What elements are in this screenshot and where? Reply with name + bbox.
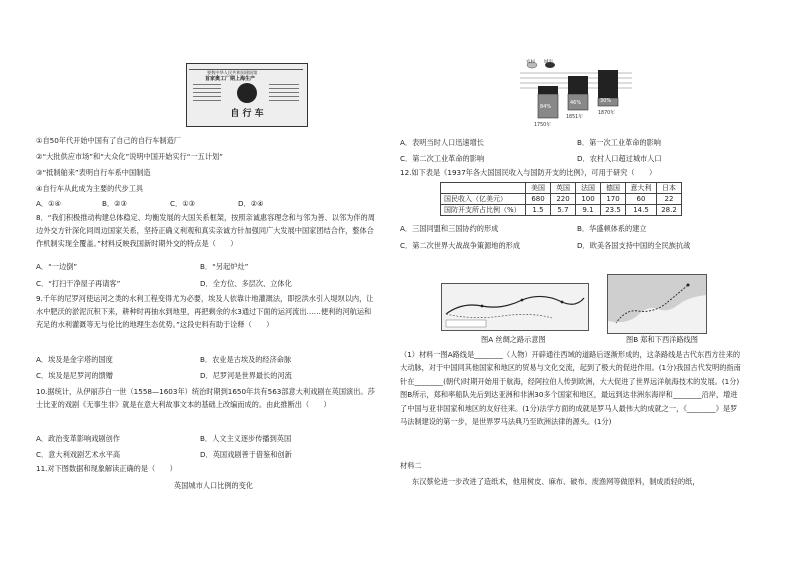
bar-1870-year: 1870年	[598, 111, 616, 116]
bar-1750-year: 1750年	[534, 123, 552, 128]
table-header-cell: 日本	[657, 183, 682, 194]
q11-choice-d: D．农村人口超过城市人口	[577, 154, 662, 163]
q8-choice-a: A．“一边倒”	[36, 262, 78, 271]
material-2-title: 材料二	[400, 461, 422, 470]
q12-choice-a: A．三国同盟和三国协约的形成	[400, 224, 499, 233]
q7-choice-c: C．①③	[170, 199, 196, 208]
table-cell: 国民收入（亿美元）	[441, 194, 526, 205]
income-defense-table	[440, 182, 682, 216]
q8-choice-d: D．全方位、多层次、立体化	[200, 279, 292, 288]
q11-stem: 11.对下图数据和现象解读正确的是（ ）	[36, 464, 177, 473]
table-cell: 5.7	[551, 205, 576, 216]
q7-option-4: ④自行车从此成为主要的代步工具	[36, 184, 144, 193]
silk-road-map	[441, 283, 589, 331]
q10-choice-d: D．英国戏剧善于借鉴和创新	[200, 450, 292, 459]
q10-choice-c: C．意大利戏剧艺术水平高	[36, 450, 121, 459]
table-header-cell	[441, 183, 526, 194]
table-row	[441, 194, 682, 205]
legend-rural-label: 农村	[526, 60, 535, 65]
q7-choice-a: A．①④	[36, 199, 61, 208]
zheng-he-route-map	[607, 274, 707, 334]
q9-choice-c: C．埃及是尼罗河的馈赠	[36, 371, 113, 380]
legend-urban-label: 城市	[544, 60, 553, 65]
q7-option-3: ③“抵制舶来”表明自行车系中国制造	[36, 168, 151, 177]
map-b-caption: 图B 郑和下西洋路线图	[626, 335, 698, 344]
table-header-row	[441, 183, 682, 194]
q11-choice-b: B．第一次工业革命的影响	[577, 138, 661, 147]
q12-choice-d: D．欧美各国支持中国的全民族抗战	[577, 241, 691, 250]
table-cell: 23.5	[601, 205, 626, 216]
q12-stem: 12.如下表是《1937年各大国国民收入与国防开支的比例》，可用于研究（ ）	[400, 168, 657, 177]
q9-choice-a: A．埃及是金字塔的国度	[36, 355, 113, 364]
table-cell: 国防开支所占比例（%）	[441, 205, 526, 216]
q8-choice-b: B．“另起炉灶”	[200, 262, 249, 271]
table-cell: 220	[551, 194, 576, 205]
q8-choice-c: C．“打扫干净屋子再请客”	[36, 279, 121, 288]
table-cell: 1.5	[526, 205, 551, 216]
table-cell: 680	[526, 194, 551, 205]
bar-1750	[534, 86, 558, 128]
bar-1851	[566, 76, 588, 120]
q9-stem: 9.千年的尼罗河使运河之类的水利工程变得尤为必要，埃及人依靠计地灌溉法，即挖洪水引入堤坝以内，让水中肥沃的淤泥沉积下来，耕种时再抽水到地里，再把剩余的水3通过下面的运河流出……便利的河航运和充足的水利灌溉等无与伦比的地理生态优势。”这段史料有助于诠释（ ）	[36, 294, 374, 329]
material-2-text: 东汉蔡伦进一步改进了造纸术，他用树皮、麻布、破布、废渔网等做原料，制成质轻的纸，	[412, 477, 700, 486]
table-cell: 100	[576, 194, 601, 205]
advert-right-text	[269, 84, 299, 104]
table-header-cell: 德国	[601, 183, 626, 194]
table-header-cell: 英国	[551, 183, 576, 194]
table-cell: 9.1	[576, 205, 601, 216]
table-cell: 60	[626, 194, 657, 205]
table-cell: 170	[601, 194, 626, 205]
newspaper-advert-image	[186, 63, 308, 127]
q9-choice-b: B．农业是古埃及的经济命脉	[200, 355, 292, 364]
advert-left-text	[193, 84, 221, 104]
q8-stem: 8．“我们积极推动构建总体稳定、均衡发展的大国关系框架，按照亲诚惠容理念和与邻为善、以邻为伴的周边外交方针深化同周边国家关系，坚持正确义利观和真实亲诚方针加强同广大发展中国家团结合作，整体合作机制实现全覆盖。”材料反映我国新时期外交的特点是（ ）	[36, 213, 375, 248]
advert-headline-1: 要数中华人民共和国建国第	[207, 70, 258, 75]
q10-choice-a: A．政治变革影响戏剧创作	[36, 434, 120, 443]
q7-option-1: ①自50年代开始中国有了自己的自行车制造厂	[36, 136, 181, 145]
bar-1870-pct: 30%	[600, 98, 612, 104]
table-cell: 14.5	[626, 205, 657, 216]
table-header-cell: 意大利	[626, 183, 657, 194]
bar-1870	[598, 70, 618, 116]
question-13-part-1: （1）材料一图A路线是________（人物）开辟通往西域的道路后逐渐形成的，这条路线是古代东西方往来的大动脉，对于中国同其他国家和地区的贸易与文化交流，起到了极大的促进作用。(1分)我国古代发明的指南针在________(朝代)时期开始用于航海，经阿拉伯人传到欧洲，大大促进了世界远洋航海技术的发展。(1分)图B所示，郑和率船队先后到达亚洲和非洲30多个国家和地区，最远到达非洲东海岸和________沿岸，增进了中国与亚非国家和地区的友好往来。(1分)法学方面的成就是罗马人最伟大的成就之一，《________》是罗马法制建设的第一步，是世界罗马法典乃至欧洲法律的源头。(1分)	[400, 350, 741, 427]
table-header-cell: 美国	[526, 183, 551, 194]
table-row	[441, 205, 682, 216]
q10-choice-b: B．人文主义逐步传播到英国	[200, 434, 292, 443]
q9-choice-d: D．尼罗河是世界最长的河流	[200, 371, 292, 380]
q12-choice-c: C．第二次世界大战战争策源地的形成	[400, 241, 521, 250]
q10-stem: 10.据统计，从伊丽莎白一世（1558—1603年）统治时期到1650年共有563部意大利戏剧在英国演出。莎士比亚的戏剧《无事生非》就是在意大利故事文本的基础上改编而成的。由此推断出（ ）	[36, 387, 375, 409]
map-a-caption: 图A 丝绸之路示意图	[481, 335, 546, 344]
q12-choice-b: B．华盛顿体系的建立	[577, 224, 647, 233]
bar-1851-pct: 46%	[570, 100, 582, 106]
urban-population-bar-chart	[520, 58, 632, 132]
table-cell: 28.2	[657, 205, 682, 216]
q7-option-2: ②“大批供应市场”和“大众化”说明中国开始实行“一五计划”	[36, 152, 223, 161]
q11-chart-caption: 英国城市人口比例的变化	[174, 481, 254, 490]
bar-1750-pct: 84%	[540, 104, 552, 110]
q7-choice-b: B．②③	[102, 199, 128, 208]
table-cell: 22	[657, 194, 682, 205]
bar-1851-year: 1851年	[566, 115, 584, 120]
q11-choice-a: A．表明当时人口迅速增长	[400, 138, 484, 147]
advert-big-label: 自 行 车	[230, 109, 264, 119]
q11-choice-c: C．第二次工业革命的影响	[400, 154, 485, 163]
q7-choice-d: D．②④	[238, 199, 264, 208]
table-header-cell: 法国	[576, 183, 601, 194]
advert-headline-2: 首家奥工厂期上海生产	[205, 76, 256, 82]
bicycle-badge-icon	[237, 83, 257, 103]
